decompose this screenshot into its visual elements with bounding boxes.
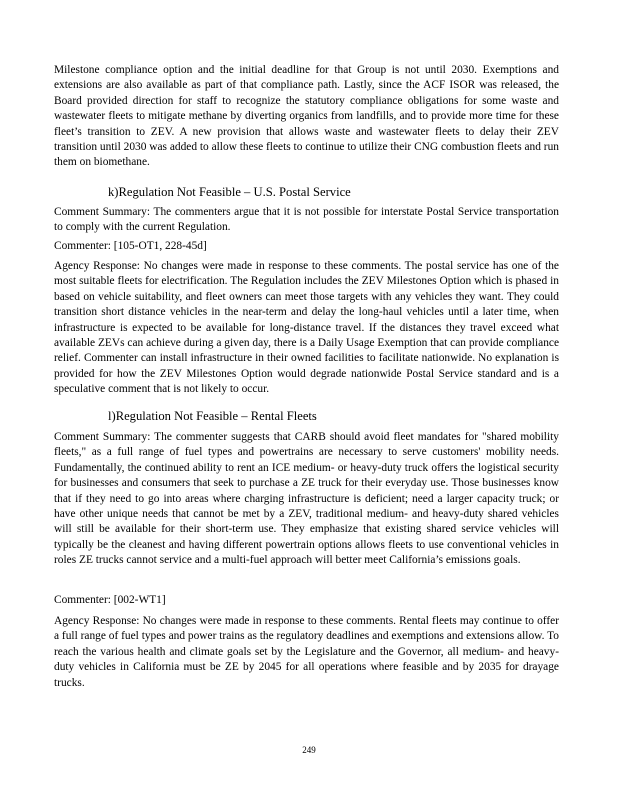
section-l-comment-summary: Comment Summary: The commenter suggests that CARB should avoid fleet mandates for "shared mobility fleets," as a full range of fuel types and powertrains are necessary to serve customers' mobility needs. Fundamentally, the continued ability to rent an ICE medium- or heavy-duty truck offers the logistical security for businesses and consumers that seek to purchase a ZE truck for their everyday use. Those businesses know that if they need to go into areas where charging infrastructure is deficient; need a larger capacity truck; or have other unique needs that cannot be met by a ZEV, traditional medium- and heavy-duty shared vehicles will still be available for their short-term use. They emphasize that existing shared service vehicles will typically be the cleanest and having different powertrain options allows fleets to use conventional vehicles in roles ZE trucks cannot service and a multi-fuel approach will better meet California’s emissions goals.: [54, 431, 559, 567]
section-l-agency-response: Agency Response: No changes were made in response to these comments. Rental fleets may continue to offer a full range of fuel types and power trains as the regulatory deadlines and exemptions and extensions allow. To reach the various health and climate goals set by the Legislature and the Governor, all medium- and heavy-duty vehicles in California must be ZE by 2045 for all operations where feasible and by 2035 for drayage trucks.: [54, 615, 559, 689]
section-k-agency-response: Agency Response: No changes were made in response to these comments. The postal service has one of the most suitable fleets for electrification. The Regulation includes the ZEV Milestones Option which is phased in based on vehicle suitability, and fleet owners can meet those targets with any vehicles they want. They could transition short distance vehicles in the near-term and delay the long-haul vehicles until a later time, when infrastructure is expected to be available for long-distance travel. If the distances they travel exceed what available ZEVs can achieve during a given day, there is a Daily Usage Exemption that can provide compliance relief. Commenter can install infrastructure in their owned facilities to facilitate nationwide. No explanation is provided for how the ZEV Milestones Option would degrade nationwide Postal Service standard and is a speculative comment that is not likely to occur.: [54, 260, 559, 396]
section-l-commenter: Commenter: [002-WT1]: [54, 594, 166, 606]
page-number: 249: [302, 745, 316, 755]
section-k-heading: k)Regulation Not Feasible – U.S. Postal Service: [108, 185, 351, 199]
section-k-commenter: Commenter: [105-OT1, 228-45d]: [54, 240, 207, 252]
section-l-heading: l)Regulation Not Feasible – Rental Fleets: [108, 409, 317, 423]
section-k-comment-summary: Comment Summary: The commenters argue that it is not possible for interstate Postal Service transportation to comply with the current Regulation.: [54, 206, 559, 234]
intro-paragraph: Milestone compliance option and the initial deadline for that Group is not until 2030. Exemptions and extensions are also available as part of that compliance path. Lastly, since the ACF ISOR was released, the Board provided direction for staff to recognize the statutory compliance obligations for some waste and wastewater fleets to mitigate methane by diverting organics from landfills, and to provide more time for these fleet’s transition to ZEV. A new provision that allows waste and wastewater fleets to delay their ZEV transition until 2030 was added to allow these fleets to continue to utilize their CNG combustion fleets and run them on biomethane.: [54, 64, 559, 169]
